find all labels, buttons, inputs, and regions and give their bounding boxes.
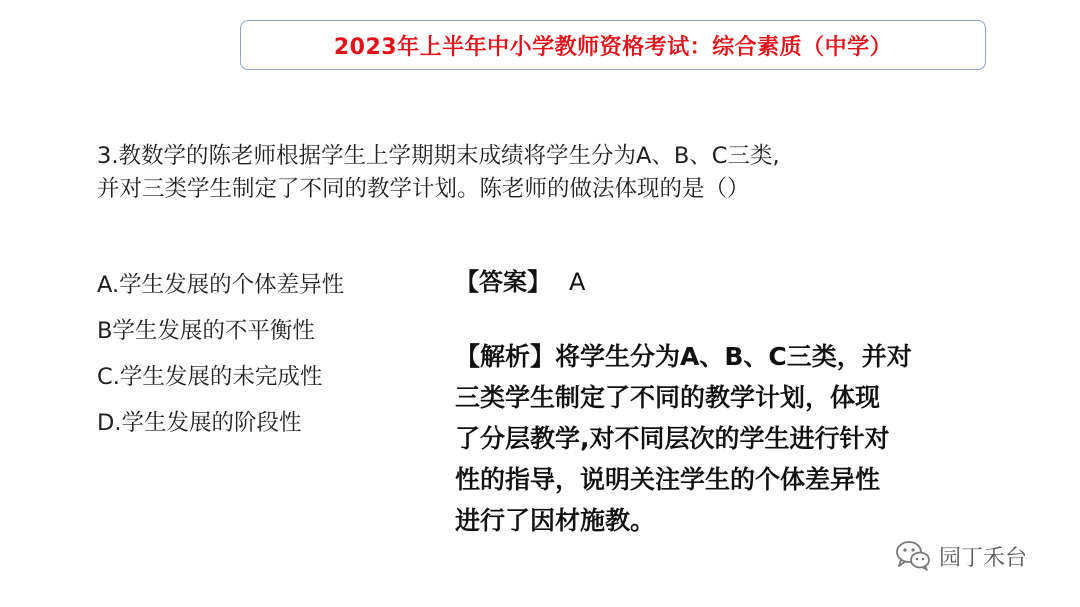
answer-label: 【答案】 — [455, 268, 551, 296]
question-line: 3.教数学的陈老师根据学生上学期期末成绩将学生分为A、B、C三类, — [97, 143, 780, 169]
watermark-text: 园丁禾台 — [939, 545, 1028, 571]
analysis-line: 了分层教学,对不同层次的学生进行针对 — [455, 424, 890, 453]
wechat-icon — [895, 540, 931, 572]
analysis — [455, 336, 1045, 541]
option-a: A.学生发展的个体差异性 — [97, 272, 345, 298]
analysis-line: 性的指导，说明关注学生的个体差异性 — [455, 465, 881, 494]
analysis-line: 三类学生制定了不同的教学计划，体现 — [455, 383, 881, 412]
analysis-line: 进行了因材施教。 — [455, 506, 656, 535]
page-title: 2023年上半年中小学教师资格考试：综合素质（中学） — [333, 34, 893, 60]
option-b: B学生发展的不平衡性 — [97, 318, 315, 344]
option-c: C.学生发展的未完成性 — [97, 364, 323, 390]
watermark — [895, 540, 1027, 572]
question-line: 并对三类学生制定了不同的教学计划。陈老师的做法体现的是（） — [97, 176, 750, 202]
analysis-line: 【解析】将学生分为A、B、C三类，并对 — [455, 342, 912, 371]
answer — [455, 262, 585, 302]
options-list — [97, 262, 427, 446]
option-d: D.学生发展的阶段性 — [97, 410, 302, 436]
answer-value: A — [569, 268, 586, 296]
question-stem — [97, 140, 977, 206]
title-box — [240, 20, 986, 70]
